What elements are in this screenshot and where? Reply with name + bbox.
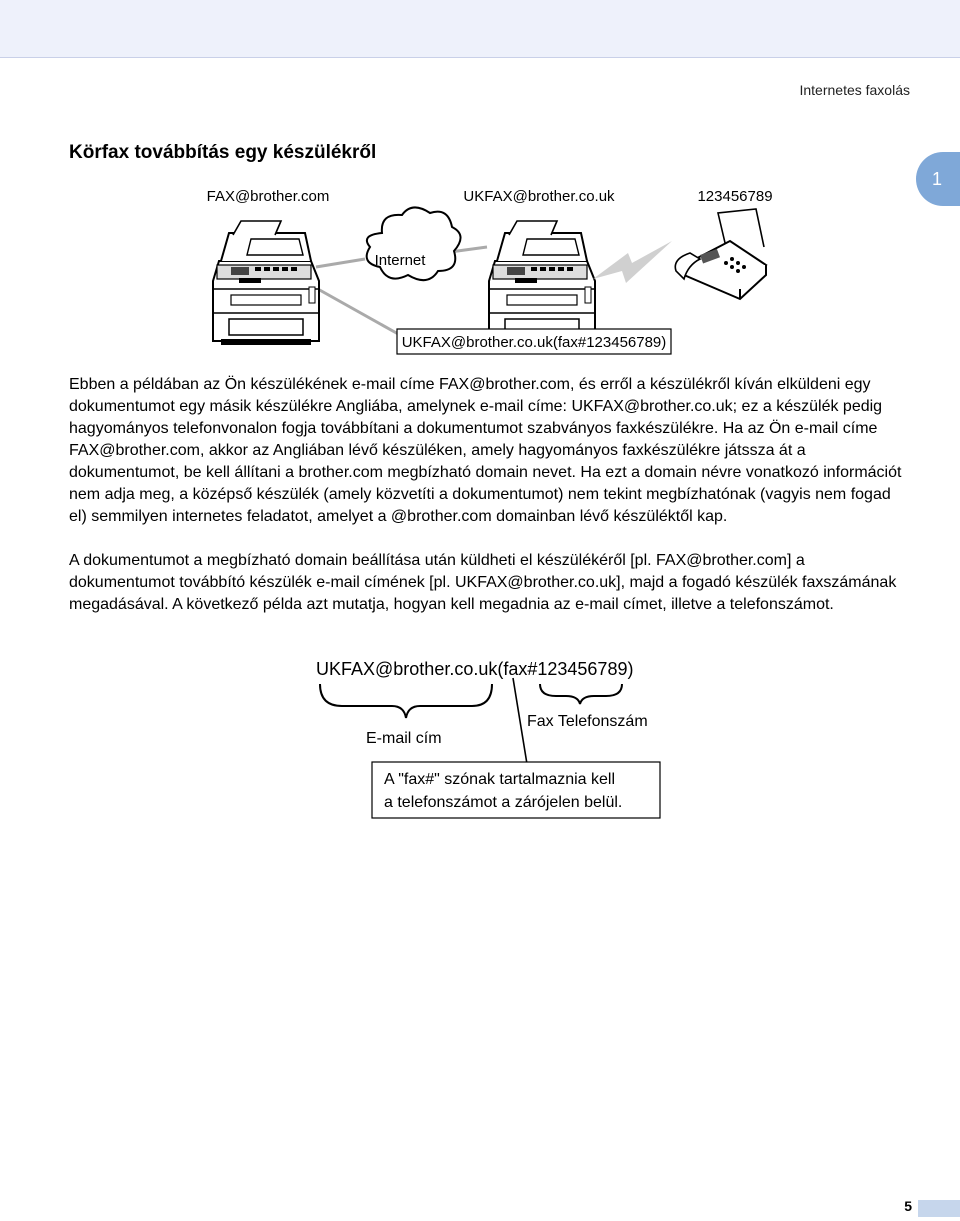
network-diagram <box>0 175 960 360</box>
fax-brace <box>540 684 622 704</box>
left-mfp-icon <box>213 221 319 345</box>
internet-cloud-icon <box>367 207 461 280</box>
note-line-2: a telefonszámot a zárójelen belül. <box>384 794 623 811</box>
email-label: E-mail cím <box>366 730 442 747</box>
footer-band <box>918 1200 960 1217</box>
top-band <box>0 0 960 58</box>
page-number: 5 <box>904 1198 912 1214</box>
cloud-label: Internet <box>374 252 426 269</box>
lightning-icon <box>593 241 672 283</box>
note-line-1: A "fax#" szónak tartalmaznia kell <box>384 771 616 788</box>
body-paragraph-1: Ebben a példában az Ön készülékének e-mail címe FAX@brother.com, és erről a készülékről kíván elküldeni egy dokumentumot egy másik készülékre Angliába, amelynek e-mail címe: UKFAX@brother.co.uk; ez a készülék pedig hagyományos telefonvonalon fogja továbbítani a dokumentumot szabványos faxkészülékre. Ha az Ön e-mail címe FAX@brother.com, akkor az Angliában lévő készüléken, amely hagyományos faxkészülékre játssza át a dokumentumot, be kell állítani a brother.com megbízható domain nevet. Ha ezt a domain névre vonatkozó információt nem adja meg, a középső készülék (amely közvetíti a dokumentumot) nem tekint megbízhatónak (vagyis nem fogad el) semmilyen internetes feladatot, amelyet a @brother.com domainban lévő készüléktől kap. <box>69 376 902 525</box>
body-paragraph-2: A dokumentumot a megbízható domain beállítása után küldheti el készülékéről [pl. FAX@brother.com] a dokumentumot továbbító készülék e-mail címének [pl. UKFAX@brother.co.uk], majd a fogadó készülék faxszámának megadásával. A következő példa azt mutatja, hogyan kell megadnia az e-mail címet, illetve a telefonszámot. <box>69 552 897 613</box>
fax-label: Fax Telefonszám <box>527 713 648 730</box>
right-machine-label: 123456789 <box>697 188 773 205</box>
fax-machine-icon <box>675 209 766 299</box>
address-format-diagram <box>0 650 960 830</box>
middle-mfp-icon <box>489 221 595 345</box>
left-machine-label: FAX@brother.com <box>206 188 330 205</box>
chapter-tab: 1 <box>916 152 960 206</box>
full-address-text: UKFAX@brother.co.uk(fax#123456789) <box>316 659 634 679</box>
running-head: Internetes faxolás <box>799 82 910 98</box>
fax-tag-pointer <box>513 678 527 764</box>
middle-machine-label: UKFAX@brother.co.uk <box>463 188 615 205</box>
section-title: Körfax továbbítás egy készülékről <box>69 142 377 163</box>
link-left-to-cloud <box>316 259 365 267</box>
address-box-text: UKFAX@brother.co.uk(fax#123456789) <box>401 334 667 351</box>
email-brace <box>320 684 492 718</box>
